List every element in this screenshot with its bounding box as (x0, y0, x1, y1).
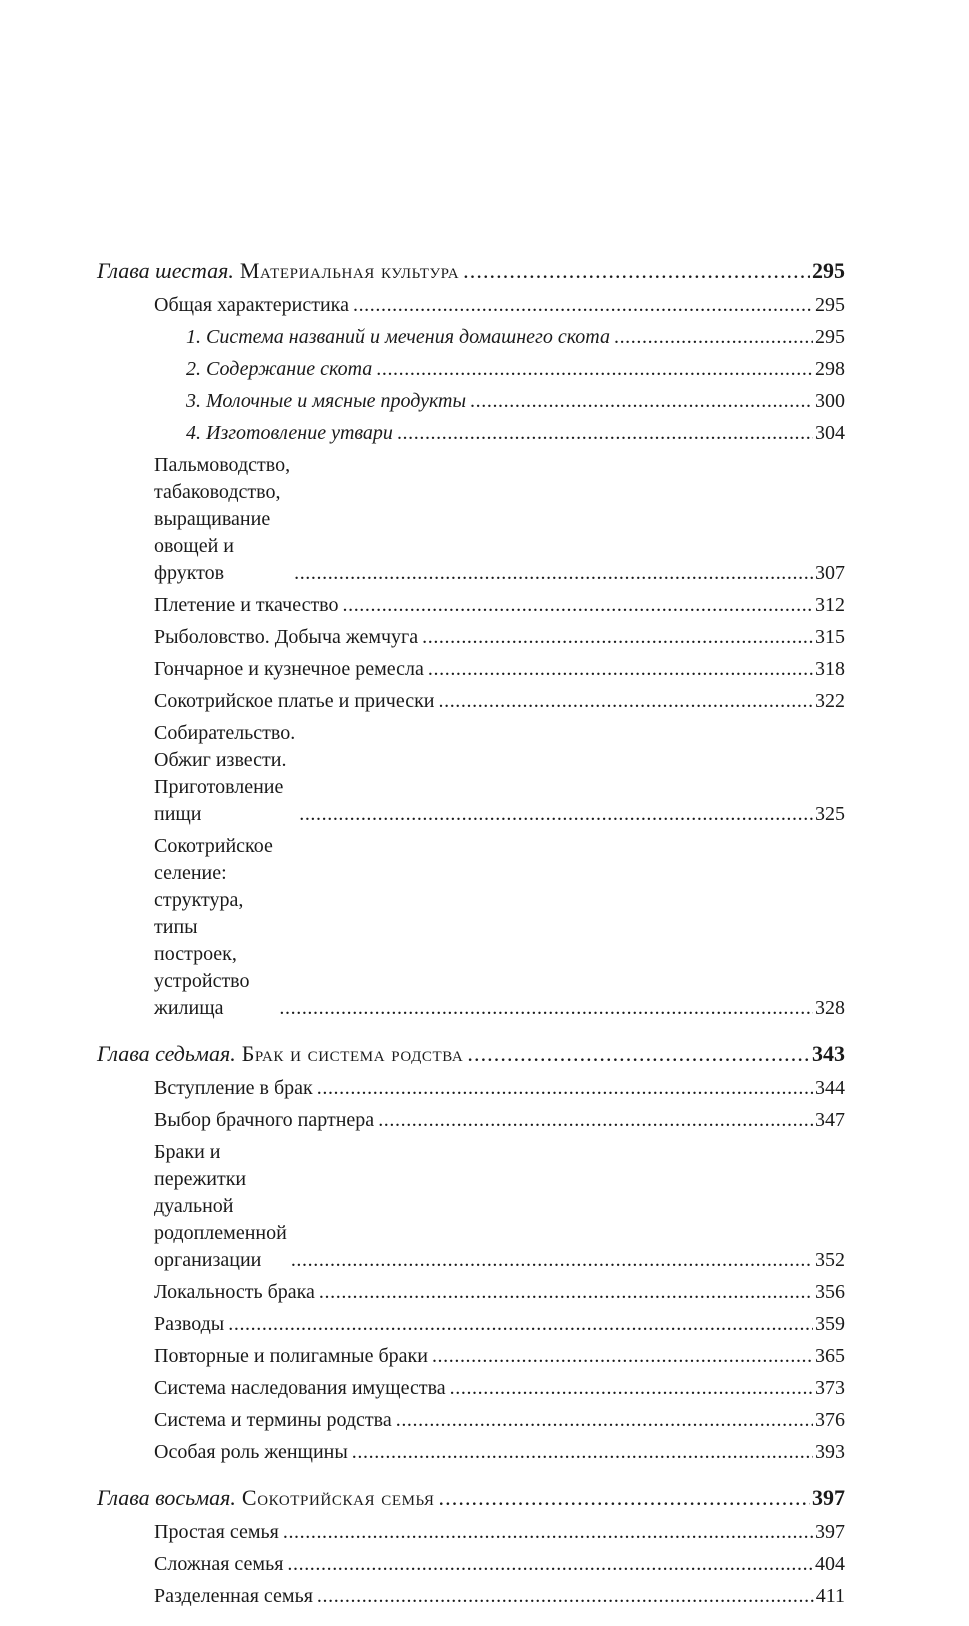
toc-entry (97, 452, 845, 587)
entry-page-number: 376 (815, 1409, 845, 1431)
entry-page-number: 359 (815, 1313, 845, 1335)
entry-page-number: 298 (815, 358, 845, 380)
entry-title-line-1: Собирательство. Обжиг извести. (154, 722, 296, 771)
chapter-7 (97, 1038, 845, 1466)
toc-entry (97, 1407, 845, 1434)
entry-title (154, 720, 295, 828)
entry-title (154, 452, 290, 587)
leader-dots (343, 592, 814, 619)
toc-entry (97, 1439, 845, 1466)
leader-dots (279, 995, 813, 1022)
toc-entry (97, 1075, 845, 1102)
entry-page-number: 411 (815, 1585, 845, 1607)
entry-title (154, 833, 275, 1022)
toc-entry (97, 624, 845, 651)
entry-page-number: 312 (815, 594, 845, 616)
entry-page-number: 318 (815, 658, 845, 680)
toc-entry (97, 592, 845, 619)
entry-page-number: 352 (815, 1249, 845, 1271)
leader-dots (317, 1075, 813, 1102)
toc-entry (97, 656, 845, 683)
leader-dots (353, 292, 813, 319)
entry-title-line-2: родоплеменной организации (154, 1222, 287, 1271)
toc-entry (97, 1519, 845, 1546)
entry-page-number: 295 (815, 326, 845, 348)
chapter-title: Материальная культура (239, 258, 460, 283)
toc-entry (97, 292, 845, 319)
toc-subentry (97, 388, 845, 415)
entry-title: Разводы (154, 1313, 225, 1335)
entry-page-number: 315 (815, 626, 845, 648)
chapter-page-number: 295 (812, 258, 845, 283)
subentry-title: 2. Содержание скота (186, 358, 373, 380)
entry-title: Локальность брака (154, 1281, 315, 1303)
toc-subentry (97, 356, 845, 383)
chapter-heading (97, 1482, 845, 1514)
toc-subentry (97, 324, 845, 351)
entry-title: Повторные и полигамные браки (154, 1345, 428, 1367)
subentry-title: 3. Молочные и мясные продукты (186, 390, 467, 412)
leader-dots (422, 624, 813, 651)
entry-page-number: 347 (815, 1109, 845, 1131)
chapter-label: Глава седьмая. (97, 1041, 236, 1066)
leader-dots (450, 1375, 813, 1402)
toc-entry (97, 1583, 845, 1610)
leader-dots (319, 1279, 813, 1306)
leader-dots (352, 1439, 813, 1466)
chapter-label: Глава восьмая. (97, 1485, 236, 1510)
toc-entry (97, 833, 845, 1022)
leader-dots (463, 255, 810, 287)
toc-entry (97, 688, 845, 715)
entry-page-number: 328 (815, 997, 845, 1019)
leader-dots (470, 388, 813, 415)
chapter-6 (97, 255, 845, 1022)
chapter-label: Глава шестая. (97, 258, 234, 283)
chapter-page-number: 343 (812, 1041, 845, 1066)
entry-page-number: 365 (815, 1345, 845, 1367)
entry-title: Рыболовство. Добыча жемчуга (154, 626, 419, 648)
toc-subentry (97, 420, 845, 447)
chapter-heading (97, 255, 845, 287)
subentry-title: 4. Изготовление утвари (186, 422, 393, 444)
entry-page-number: 404 (815, 1553, 845, 1575)
entry-title: Система наследования имущества (154, 1377, 446, 1399)
entry-page-number: 356 (815, 1281, 845, 1303)
entry-title-line-1: Сокотрийское селение: структура, (154, 835, 273, 911)
leader-dots (432, 1343, 813, 1370)
entry-title: Особая роль женщины (154, 1441, 348, 1463)
entry-page-number: 373 (815, 1377, 845, 1399)
chapter-title: Брак и система родства (241, 1041, 464, 1066)
entry-page-number: 325 (815, 803, 845, 825)
leader-dots (299, 801, 813, 828)
leader-dots (467, 1038, 810, 1070)
entry-title-line-2: выращивание овощей и фруктов (154, 508, 271, 584)
table-of-contents (97, 255, 845, 1626)
entry-page-number: 304 (815, 422, 845, 444)
chapter-page-number: 397 (812, 1485, 845, 1510)
entry-title: Система и термины родства (154, 1409, 392, 1431)
leader-dots (396, 1407, 813, 1434)
chapter-heading (97, 1038, 845, 1070)
entry-title: Сложная семья (154, 1553, 284, 1575)
toc-entry (97, 1107, 845, 1134)
leader-dots (291, 1247, 813, 1274)
leader-dots (428, 656, 813, 683)
entry-page-number: 300 (815, 390, 845, 412)
toc-entry (97, 1343, 845, 1370)
entry-title: Общая характеристика (154, 294, 349, 316)
leader-dots (228, 1311, 813, 1338)
leader-dots (378, 1107, 813, 1134)
entry-page-number: 397 (815, 1521, 845, 1543)
leader-dots (397, 420, 813, 447)
entry-page-number: 344 (815, 1077, 845, 1099)
entry-title: Плетение и ткачество (154, 594, 339, 616)
entry-title-line-2: Приготовление пищи (154, 776, 284, 825)
entry-title (154, 1139, 287, 1274)
entry-title: Сокотрийское платье и прически (154, 690, 435, 712)
entry-page-number: 307 (815, 562, 845, 584)
entry-title: Простая семья (154, 1521, 279, 1543)
entry-page-number: 393 (815, 1441, 845, 1463)
leader-dots (439, 688, 814, 715)
toc-entry (97, 1139, 845, 1274)
leader-dots (317, 1583, 814, 1610)
chapter-8 (97, 1482, 845, 1610)
chapter-title: Сокотрийская семья (241, 1485, 435, 1510)
leader-dots (294, 560, 813, 587)
toc-entry (97, 1279, 845, 1306)
entry-page-number: 322 (815, 690, 845, 712)
toc-entry (97, 1375, 845, 1402)
subentry-title: 1. Система названий и мечения домашнего скота (186, 326, 610, 348)
leader-dots (376, 356, 813, 383)
leader-dots (614, 324, 813, 351)
leader-dots (287, 1551, 813, 1578)
entry-title-line-2: типы построек, устройство жилища (154, 916, 250, 1019)
toc-entry (97, 1551, 845, 1578)
entry-title: Гончарное и кузнечное ремесла (154, 658, 424, 680)
entry-title: Выбор брачного партнера (154, 1109, 375, 1131)
toc-entry (97, 1311, 845, 1338)
entry-title-line-1: Пальмоводство, табаководство, (154, 454, 291, 503)
entry-title-line-1: Браки и пережитки дуальной (154, 1141, 247, 1217)
entry-page-number: 295 (815, 294, 845, 316)
entry-title: Вступление в брак (154, 1077, 313, 1099)
toc-entry (97, 720, 845, 828)
entry-title: Разделенная семья (154, 1585, 313, 1607)
leader-dots (439, 1482, 810, 1514)
leader-dots (283, 1519, 813, 1546)
